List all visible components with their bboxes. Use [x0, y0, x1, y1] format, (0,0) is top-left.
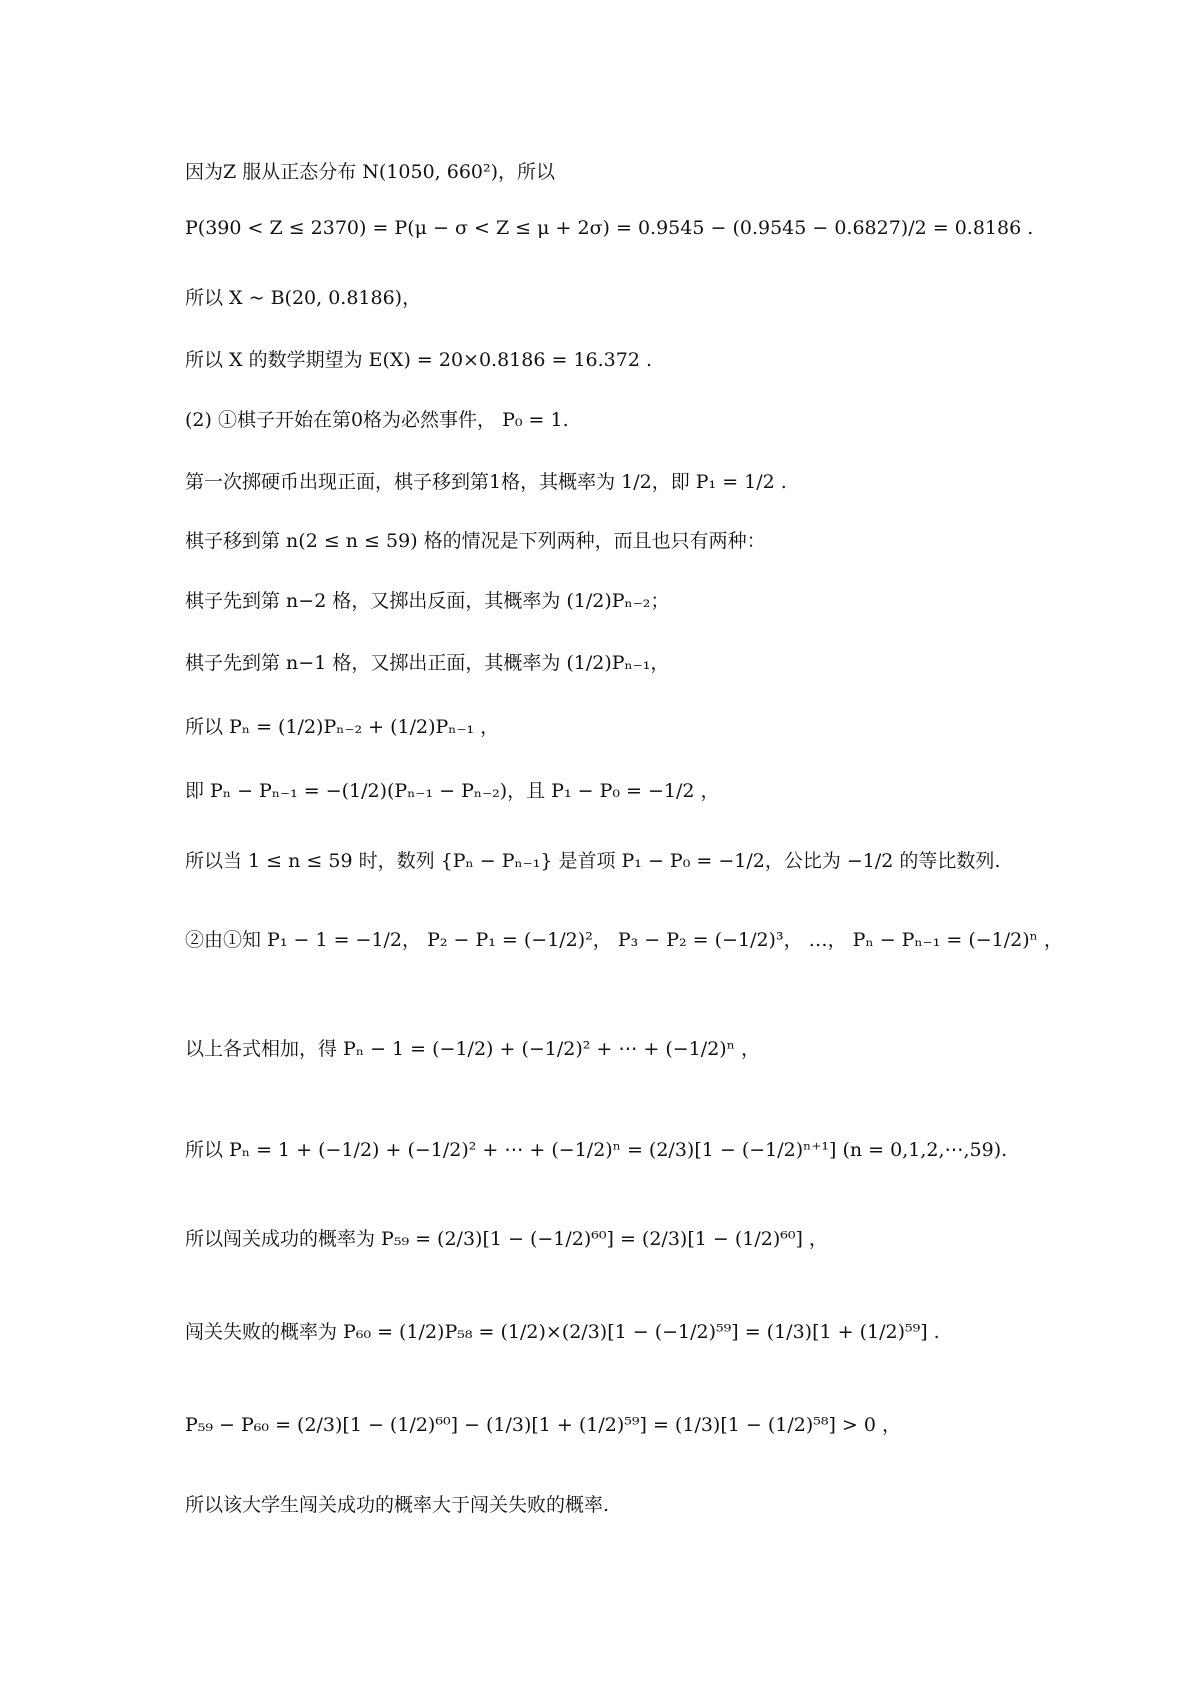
text-line: 因为Z 服从正态分布 N(1050, 660²)，所以 — [185, 161, 556, 183]
text-line: 所以闯关成功的概率为 P₅₉ = (2/3)[1 − (−1/2)⁶⁰] = (2/3)[1 − (1/2)⁶⁰] ， — [185, 1228, 828, 1250]
text-line: 所以 X ~ B(20, 0.8186)， — [185, 287, 422, 309]
text-line: (2) ①棋子开始在第0格为必然事件， P₀ = 1. — [185, 409, 569, 431]
text-line: P(390 < Z ≤ 2370) = P(μ − σ < Z ≤ μ + 2σ) = 0.9545 − (0.9545 − 0.6827)/2 = 0.8186 . — [185, 217, 1034, 239]
text-line: 所以 Pₙ = (1/2)Pₙ₋₂ + (1/2)Pₙ₋₁ ， — [185, 716, 500, 738]
text-line: 棋子移到第 n(2 ≤ n ≤ 59) 格的情况是下列两种，而且也只有两种： — [185, 530, 766, 552]
text-line: 以上各式相加，得 Pₙ − 1 = (−1/2) + (−1/2)² + ⋯ + (−1/2)ⁿ ， — [185, 1038, 760, 1060]
text-line: 所以 X 的数学期望为 E(X) = 20×0.8186 = 16.372 . — [185, 349, 653, 371]
text-line: 所以 Pₙ = 1 + (−1/2) + (−1/2)² + ⋯ + (−1/2)ⁿ = (2/3)[1 − (−1/2)ⁿ⁺¹] (n = 0,1,2,⋯,59). — [185, 1139, 1008, 1161]
text-line: 所以该大学生闯关成功的概率大于闯关失败的概率. — [185, 1494, 610, 1516]
text-line: 第一次掷硬币出现正面，棋子移到第1格，其概率为 1/2，即 P₁ = 1/2 . — [185, 471, 787, 493]
text-line: 棋子先到第 n−1 格，又掷出正面，其概率为 (1/2)Pₙ₋₁， — [185, 652, 670, 674]
text-line: 所以当 1 ≤ n ≤ 59 时，数列 {Pₙ − Pₙ₋₁} 是首项 P₁ − P₀ = −1/2，公比为 −1/2 的等比数列. — [185, 850, 1001, 872]
text-line: 即 Pₙ − Pₙ₋₁ = −(1/2)(Pₙ₋₁ − Pₙ₋₂)，且 P₁ − P₀ = −1/2 ， — [185, 780, 720, 802]
text-line: ②由①知 P₁ − 1 = −1/2， P₂ − P₁ = (−1/2)²， P₃ − P₂ = (−1/2)³， …， Pₙ − Pₙ₋₁ = (−1/2)ⁿ ， — [185, 929, 1063, 951]
text-line: P₅₉ − P₆₀ = (2/3)[1 − (1/2)⁶⁰] − (1/3)[1 + (1/2)⁵⁹] = (1/3)[1 − (1/2)⁵⁸] > 0 ， — [185, 1414, 902, 1436]
text-line: 棋子先到第 n−2 格，又掷出反面，其概率为 (1/2)Pₙ₋₂； — [185, 590, 670, 612]
text-line: 闯关失败的概率为 P₆₀ = (1/2)P₅₈ = (1/2)×(2/3)[1 − (−1/2)⁵⁹] = (1/3)[1 + (1/2)⁵⁹] . — [185, 1321, 940, 1343]
